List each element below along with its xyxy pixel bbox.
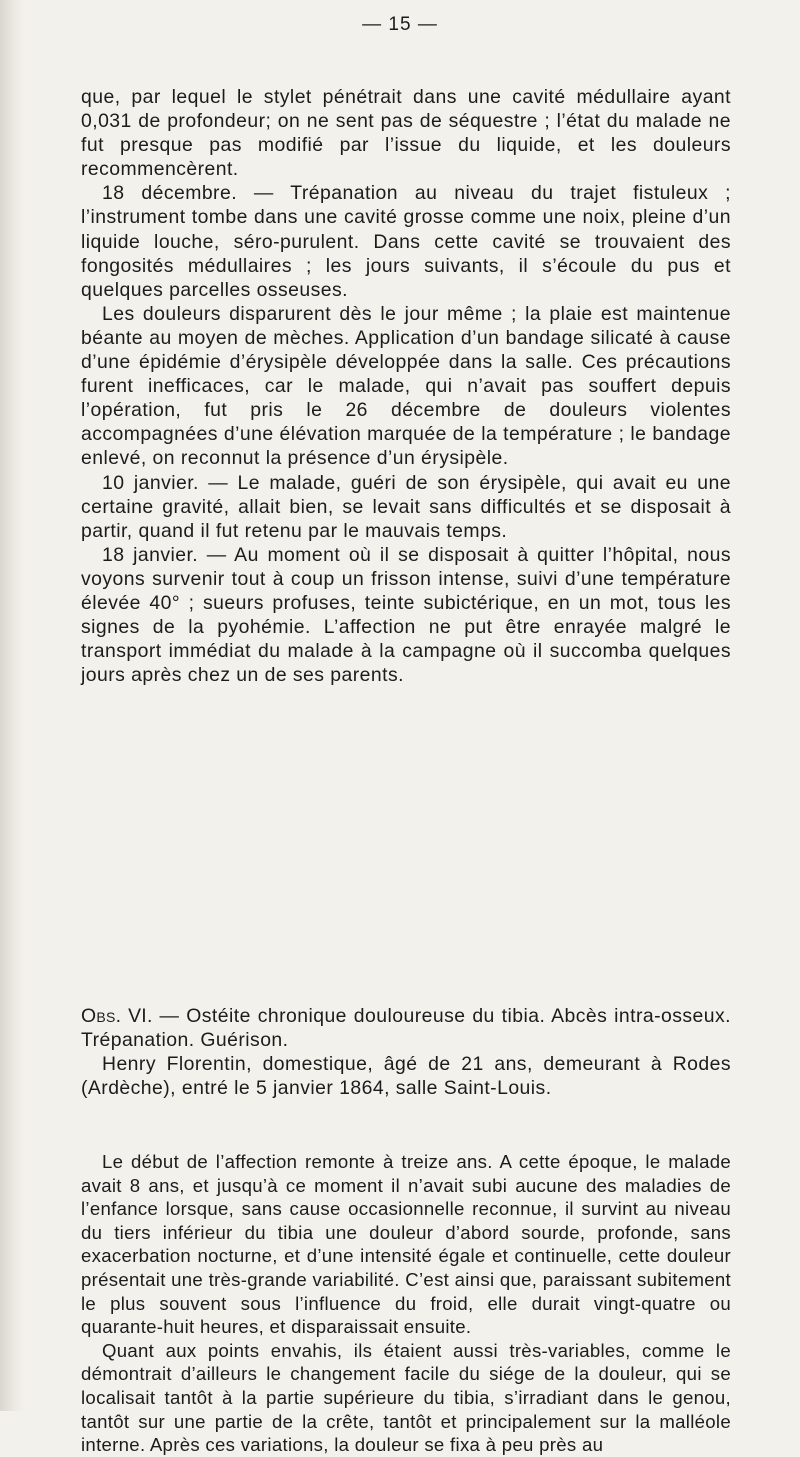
page-gutter-shadow: [0, 0, 24, 1411]
paragraph: 10 janvier. — Le malade, guéri de son érysipèle, qui avait eu une certaine gravité, allait bien, se levait sans difficultés et se disposait à partir, quand il fut retenu par le mauvais temps.: [81, 471, 731, 542]
paragraph: 18 décembre. — Trépanation au niveau du trajet fistuleux ; l’instrument tombe dans une cavité grosse comme une noix, pleine d’un liquide louche, séro-purulent. Dans cette cavité se trouvaient des fongosités médullaires ; les jours suivants, il s’écoule du pus et quelques parcelles osseuses.: [81, 182, 731, 301]
patient-info: Henry Florentin, domestique, âgé de 21 ans, demeurant à Rodes (Ardèche), entré le 5 janvier 1864, salle Saint-Louis.: [81, 1053, 731, 1100]
observation-label: Obs. VI.: [81, 1005, 153, 1027]
paragraph: que, par lequel le stylet pénétrait dans une cavité médullaire ayant 0,031 de profondeur; on ne sent pas de séquestre ; l’état du malade ne fut presque pas modifié par l’issue du liquide, et les douleurs recommencèrent.: [81, 86, 731, 181]
observation-heading: [81, 1004, 731, 1052]
paragraph: 18 janvier. — Au moment où il se disposait à quitter l’hôpital, nous voyons survenir tout à coup un frisson intense, suivi d’une température élevée 40° ; sueurs profuses, teinte subictérique, en un mot, tous les signes de la pyohémie. L’affection ne put être enrayée malgré le transport immédiat du malade à la campagne où il succomba quelques jours après chez un de ses parents.: [81, 543, 731, 687]
case-continuation-text: [81, 85, 731, 687]
observation-heading-block: [81, 1004, 731, 1100]
paragraph: Quant aux points envahis, ils étaient aussi très-variables, comme le démontrait d’ailleurs le changement facile du siége de la douleur, qui se localisait tantôt à la partie supérieure du tibia, s’irradiant dans le genou, tantôt sur une partie de la crête, tantôt et principalement sur la malléole interne. Après ces variations, la douleur se fixa à peu près au: [81, 1339, 731, 1456]
paragraph: Le début de l’affection remonte à treize ans. A cette époque, le malade avait 8 ans, et jusqu’à ce moment il n’avait subi aucune des maladies de l’enfance lorsque, sans cause occasionnelle reconnue, il survint au niveau du tiers inférieur du tibia une douleur d’abord sourde, profonde, sans exacerbation nocturne, et d’une intensité égale et continuelle, cette douleur présentait une très-grande variabilité. C’est ainsi que, paraissant subitement le plus souvent sous l’influence du froid, elle durait vingt-quatre ou quarante-huit heures, et disparaissait ensuite.: [81, 1151, 731, 1338]
paragraph: Les douleurs disparurent dès le jour même ; la plaie est maintenue béante au moyen de mèches. Application d’un bandage silicaté à cause d’une épidémie d’érysipèle développée dans la salle. Ces précautions furent inefficaces, car le malade, qui n’avait pas souffert depuis l’opération, fut pris le 26 décembre de douleurs violentes accompagnées d’une élévation marquée de la température ; le bandage enlevé, on reconnut la présence d’un érysipèle.: [81, 302, 731, 470]
observation-title: — Ostéite chronique douloureuse du tibia. Abcès intra-osseux. Trépanation. Guérison.: [81, 1005, 731, 1052]
page-number: — 15 —: [362, 14, 438, 35]
